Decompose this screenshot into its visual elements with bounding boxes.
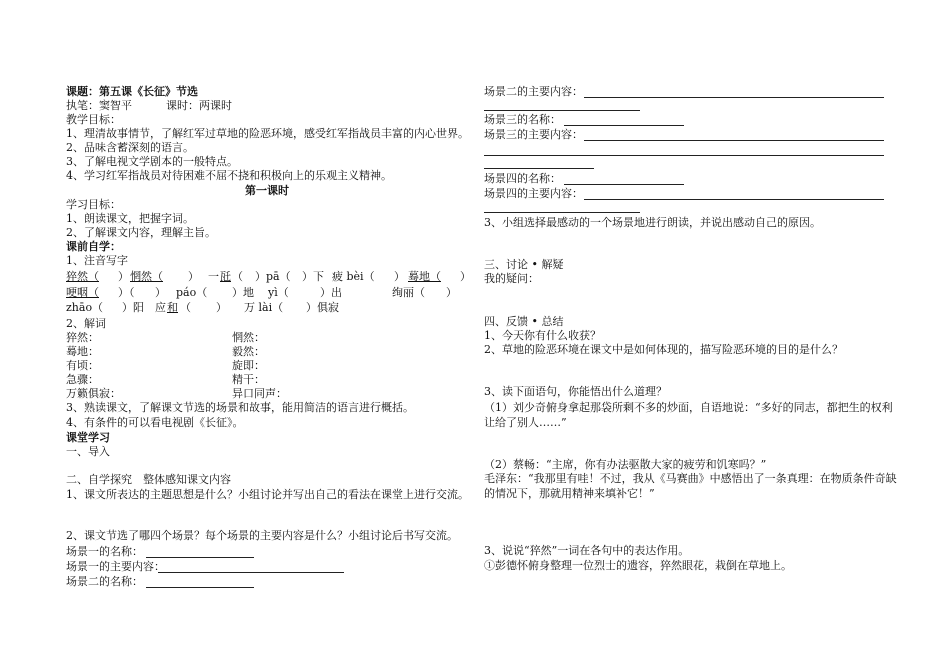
pinyin-item: ） [446,286,457,299]
word-item: 急骤： [66,373,99,386]
scene1-content-label: 场景一的主要内容： [66,560,165,573]
answer-line[interactable] [158,572,344,573]
pinyin-label: 1、注音写字 [66,254,128,267]
pinyin-item: ） [394,270,405,283]
answer-line[interactable] [564,125,684,126]
teaching-goal: 1、理清故事情节，了解红军过草地的险恶环境，感受红军指战员丰富的内心世界。 [66,127,469,140]
pinyin-item: zhāo（ [66,301,104,314]
quote-3-line1: 毛泽东：“我那里有哇！不过，我从《马赛曲》中感悟出了一条真理：在物质条件奇缺 [484,472,897,485]
study-goals-label: 学习目标： [66,198,121,211]
answer-line[interactable] [484,212,640,213]
my-question-label: 我的疑问： [484,272,539,285]
answer-line[interactable] [584,140,884,141]
feedback-q3: 3、读下面语句，你能悟出什么道理？ [484,385,667,398]
pinyin-item: 万 lài（ [244,301,284,314]
quote-3-line2: 的情况下，那就用精神来填补它！” [484,487,655,500]
explain-label: 2、解词 [66,317,106,330]
scene2-content-label: 场景二的主要内容： [484,85,583,98]
pinyin-item: ） [155,286,166,299]
answer-line[interactable] [564,184,684,185]
pinyin-item: ）俱寂 [306,301,339,314]
sentence-1: ①彭德怀俯身整理一位烈士的遗容，猝然眼花，栽倒在草地上。 [484,559,792,572]
study-goal: 2、了解课文内容，理解主旨。 [66,226,216,239]
quote-2: （2）蔡畅：“主席，你有办法驱散大家的疲劳和饥寒吗？” [484,458,767,471]
answer-line[interactable] [484,110,640,111]
word-item: 万籁俱寂： [66,387,121,400]
pinyin-item: 瓩 [220,270,231,283]
feedback-heading: 四、反馈 • 总结 [484,315,564,328]
author-line: 执笔：窦智平 [66,99,132,112]
feedback-q2: 2、草地的险恶环境在课文中是如何体现的，描写险恶环境的目的是什么？ [484,343,843,356]
pinyin-item: ）下 [302,270,324,283]
scene2-name-label: 场景二的名称： [66,575,143,588]
pinyin-item: 哽咽（ [66,286,99,299]
study-goal: 1、朗读课文，把握字词。 [66,212,194,225]
word-item: 惘然： [232,331,265,344]
pinyin-item: ） [118,270,129,283]
class-study-label: 课堂学习 [66,431,110,444]
teaching-goal: 2、品味含蓄深刻的语言。 [66,141,194,154]
task-4: 4、有条件的可以看电视剧《长征》。 [66,416,244,429]
question-3: 3、小组选择最感动的一个场景地进行朗读，并说出感动自己的原因。 [484,216,821,229]
answer-line[interactable] [146,557,254,558]
question-2: 2、课文节选了哪四个场景？每个场景的主要内容是什么？小组讨论后书写交流。 [66,529,458,542]
word-item: 猝然： [66,331,99,344]
pinyin-item: 惘然（ [130,270,163,283]
teaching-goal: 3、了解电视文学剧本的一般特点。 [66,155,238,168]
quote-1-line1: （1）刘少奇俯身拿起那袋所剩不多的炒面，自语地说：“多好的同志，都把生的权利 [484,401,893,414]
answer-line[interactable] [584,199,884,200]
preview-label: 课前自学： [66,240,121,253]
pinyin-item: ） [460,270,471,283]
pinyin-item: （ [180,301,191,314]
word-item: 蓦地： [66,345,99,358]
pinyin-item: 一 [208,270,219,283]
scene3-name-label: 场景三的名称： [484,113,561,126]
lesson1-heading: 第一课时 [245,184,289,197]
word-item: 有顷： [66,359,99,372]
task-3: 3、熟读课文，了解课文节选的场景和故事，能用简洁的语言进行概括。 [66,401,414,414]
intro-heading: 一、导入 [66,445,110,458]
answer-line[interactable] [484,168,594,169]
pinyin-item: ） [216,301,227,314]
pinyin-item: ）阳 [122,301,144,314]
word-item: 精干： [232,373,265,386]
lesson-title: 课题：第五课《长征》节选 [66,85,198,98]
explore-heading: 二、自学探究 整体感知课文内容 [66,473,231,486]
question-1: 1、课文所表达的主题思想是什么？小组讨论并写出自己的看法在课堂上进行交流。 [66,488,469,501]
scene1-name-label: 场景一的名称： [66,545,143,558]
scene4-name-label: 场景四的名称： [484,172,561,185]
answer-line[interactable] [484,155,884,156]
pinyin-item: ）出 [320,286,342,299]
pinyin-item: ） [188,270,199,283]
pinyin-item: （ [232,270,243,283]
scene3-content-label: 场景三的主要内容： [484,128,583,141]
pinyin-item: 应 [155,301,166,314]
pinyin-item: ）（ [118,286,135,299]
pinyin-item: ）地 [232,286,254,299]
teaching-goal: 4、学习红军指战员对待困难不屈不挠和积极向上的乐观主义精神。 [66,169,392,182]
pinyin-item: 和 [167,301,178,314]
pinyin-item: ）pā（ [255,270,291,283]
pinyin-item: 蓦地（ [408,270,441,283]
period-line: 课时：两课时 [166,99,232,112]
teaching-goals-label: 教学目标： [66,113,121,126]
discuss-heading: 三、讨论 • 解疑 [484,258,564,271]
answer-line[interactable] [146,587,254,588]
pinyin-item: 猝然（ [66,270,99,283]
quote-1-line2: 让给了别人……” [484,416,567,429]
word-item: 异口同声： [232,387,287,400]
word-item: 毅然： [232,345,265,358]
pinyin-item: 绚丽（ [392,286,425,299]
answer-line[interactable] [584,97,884,98]
pinyin-item: 疲 bèi（ [332,270,375,283]
pinyin-item: páo（ [176,286,208,299]
word-item: 旋即： [232,359,265,372]
pinyin-item: yì（ [268,286,289,299]
feedback-q4: 3、说说“猝然”一词在各句中的表达作用。 [484,544,690,557]
feedback-q1: 1、今天你有什么收获？ [484,329,601,342]
scene4-content-label: 场景四的主要内容： [484,187,583,200]
